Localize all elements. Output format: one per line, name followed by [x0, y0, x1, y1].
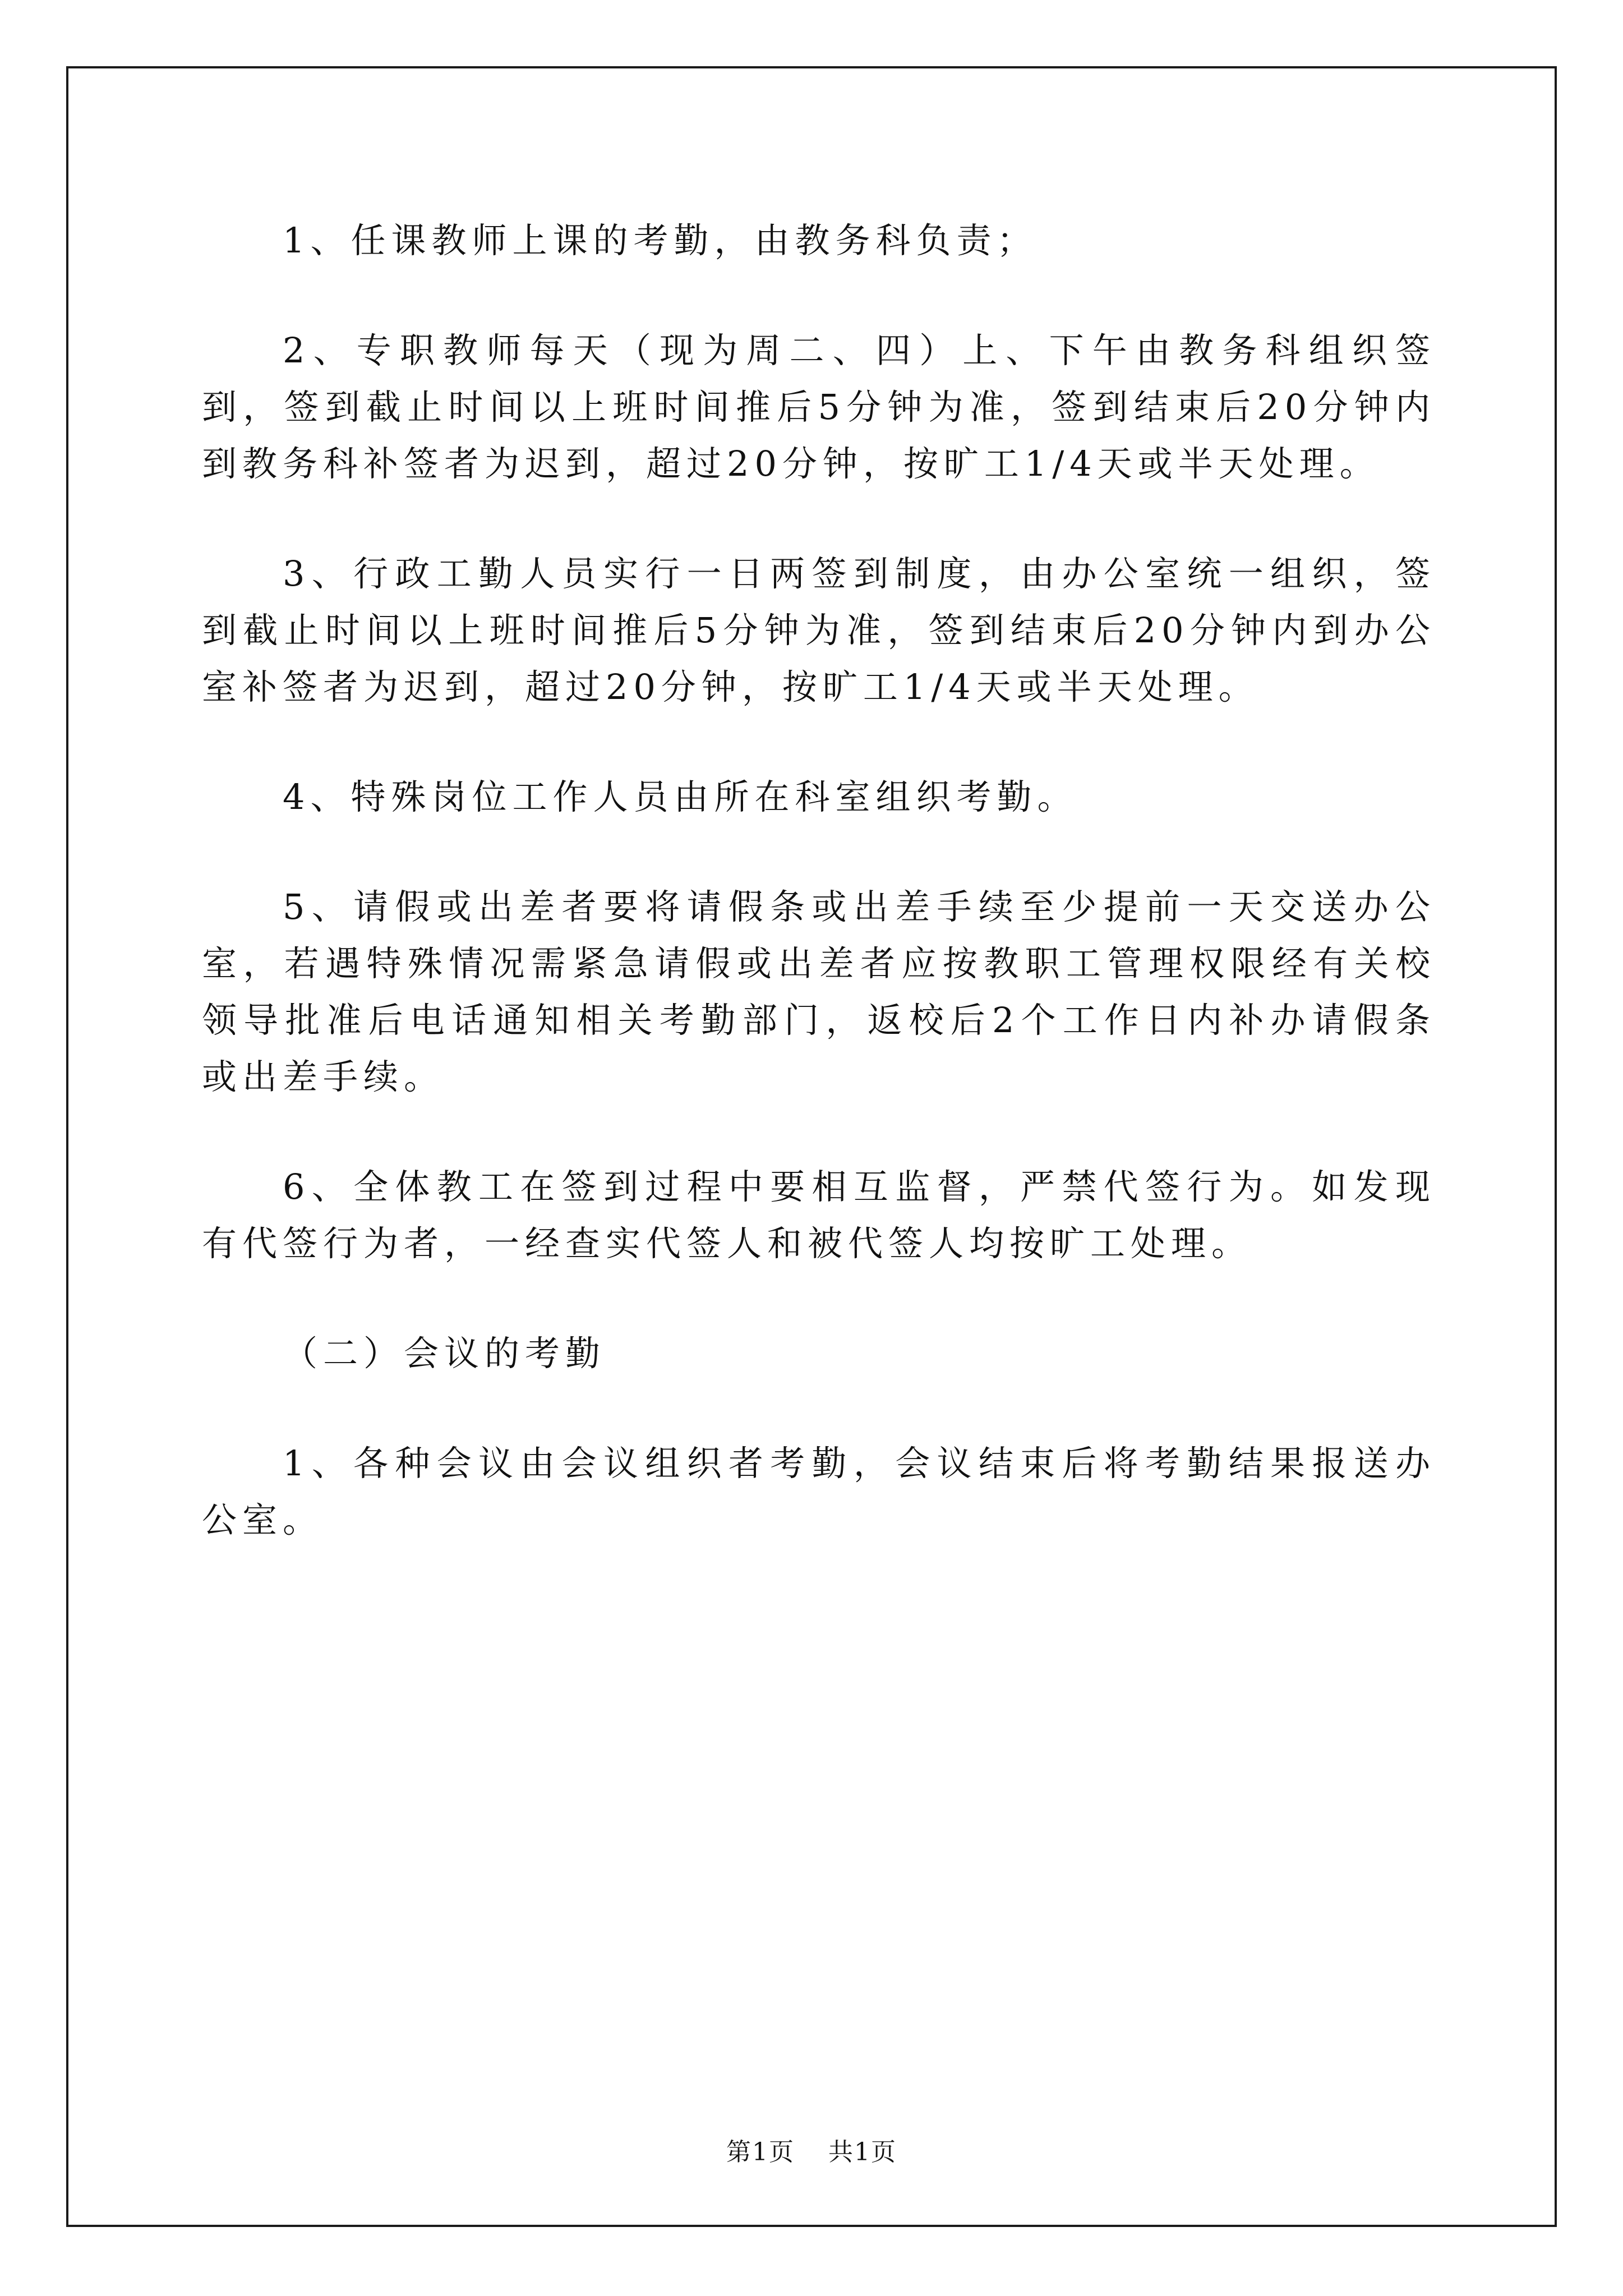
paragraph-item-3: 3、行政工勤人员实行一日两签到制度，由办公室统一组织，签到截止时间以上班时间推后5分钟为准，签到结束后20分钟内到办公室补签者为迟到，超过20分钟，按旷工1/4天或半天处理。	[202, 553, 1436, 707]
page-number-total: 共1页	[828, 2138, 897, 2166]
section-heading-meetings: （二）会议的考勤	[283, 1333, 606, 1374]
page-number-current: 第1页	[726, 2138, 795, 2166]
paragraph-item-6: 6、全体教工在签到过程中要相互监督，严禁代签行为。如发现有代签行为者，一经查实代签人和被代签人均按旷工处理。	[202, 1166, 1436, 1264]
paragraph-meeting-item-1: 1、各种会议由会议组织者考勤，会议结束后将考勤结果报送办公室。	[202, 1443, 1436, 1540]
document-body	[202, 212, 1436, 1602]
page-footer	[0, 2132, 1623, 2168]
paragraph-item-4: 4、特殊岗位工作人员由所在科室组织考勤。	[283, 776, 1078, 817]
paragraph-item-1: 1、任课教师上课的考勤，由教务科负责；	[283, 220, 1038, 261]
paragraph-item-5: 5、请假或出差者要将请假条或出差手续至少提前一天交送办公室，若遇特殊情况需紧急请假或出差者应按教职工管理权限经有关校领导批准后电话通知相关考勤部门，返校后2个工作日内补办请假条或出差手续。	[202, 886, 1436, 1097]
paragraph-item-2: 2、专职教师每天（现为周二、四）上、下午由教务科组织签到，签到截止时间以上班时间推后5分钟为准，签到结束后20分钟内到教务科补签者为迟到，超过20分钟，按旷工1/4天或半天处理。	[202, 330, 1436, 484]
